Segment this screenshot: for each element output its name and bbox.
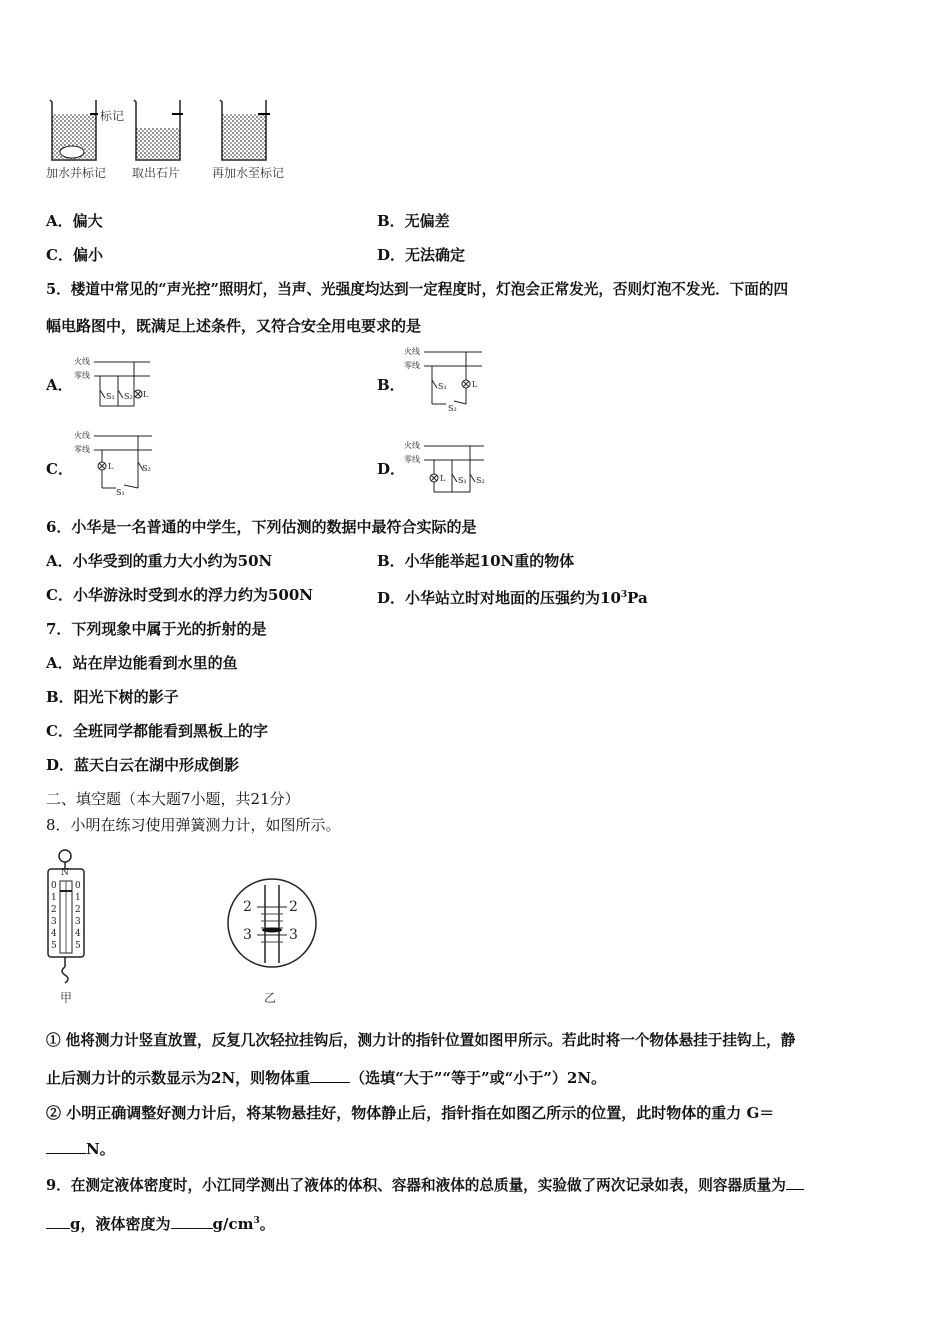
q9-blank-1b[interactable] bbox=[46, 1214, 70, 1229]
scale-unit: N bbox=[61, 868, 69, 878]
q7-option-b: B．阳光下树的影子 bbox=[46, 688, 179, 706]
q8-stem: 8．小明在练习使用弹簧测力计，如图所示。 bbox=[46, 816, 341, 834]
q7-option-d: D．蓝天白云在湖中形成倒影 bbox=[46, 756, 240, 774]
caption-1: 加水并标记 bbox=[46, 166, 107, 180]
q5-stem-line1: 5．楼道中常见的“声光控”照明灯，当声、光强度均达到一定程度时，灯泡会正常发光，否则灯泡不发光．下面的四 bbox=[46, 281, 789, 298]
q8-part1-line2: 止后测力计的示数显示为2N，则物体重 （选填“大于”“等于”或“小于”）2N。 bbox=[46, 1069, 607, 1087]
zoom-num-2-right: 2 bbox=[289, 899, 298, 915]
circuit-c bbox=[72, 428, 154, 498]
q4-option-d: D．无法确定 bbox=[377, 246, 466, 264]
scale-num-r5: 5 bbox=[75, 941, 81, 951]
beaker-3 bbox=[220, 100, 270, 160]
scale-num-4: 4 bbox=[51, 929, 57, 939]
scale-num-r1: 1 bbox=[75, 893, 81, 903]
q5-label-d: D． bbox=[377, 460, 406, 478]
circuit-a-s2: S₂ bbox=[124, 392, 133, 401]
q6-option-d: D．小华站立时对地面的压强约为$10^3Pa$ bbox=[377, 589, 648, 607]
circuit-d-lamp: L bbox=[440, 474, 446, 483]
section-2-heading: 二、填空题（本大题7小题，共21分） bbox=[46, 790, 300, 808]
circuit-d-live: 火线 bbox=[404, 441, 420, 450]
q8-part2-line2: N。 bbox=[46, 1139, 115, 1159]
beaker-1 bbox=[50, 100, 98, 160]
scale-num-r0: 0 bbox=[75, 881, 81, 891]
scale-num-1: 1 bbox=[51, 893, 57, 903]
beaker-figure bbox=[40, 92, 310, 187]
q7-option-a: A．站在岸边能看到水里的鱼 bbox=[46, 654, 238, 672]
q8-part1-line1: ① 他将测力计竖直放置，反复几次轻拉挂钩后，测力计的指针位置如图甲所示。若此时将一个物体悬挂于挂钩上，静 bbox=[46, 1032, 796, 1049]
circuit-b bbox=[402, 344, 484, 414]
circuit-c-lamp: L bbox=[108, 462, 114, 471]
circuit-d-neutral: 零线 bbox=[404, 455, 420, 464]
q4-option-c: C．偏小 bbox=[46, 246, 103, 264]
circuit-a bbox=[72, 354, 152, 414]
circuit-c-s2: S₂ bbox=[142, 464, 151, 473]
circuit-c-s1: S₁ bbox=[116, 488, 125, 497]
caption-3: 再加水至标记 bbox=[212, 166, 285, 180]
mark-label: 标记 bbox=[100, 109, 125, 123]
scale-num-5: 5 bbox=[51, 941, 57, 951]
q6-option-b: B．小华能举起10N重的物体 bbox=[377, 552, 575, 570]
zoom-num-3-right: 3 bbox=[289, 927, 298, 943]
circuit-d-s1: S₁ bbox=[458, 476, 467, 485]
spring-scale-figure bbox=[40, 843, 322, 1008]
q5-stem-line2: 幅电路图中，既满足上述条件，又符合安全用电要求的是 bbox=[46, 317, 422, 335]
spring-scale-drawing bbox=[40, 843, 322, 1008]
circuit-b-s1: S₁ bbox=[438, 382, 447, 391]
circuit-b-neutral: 零线 bbox=[404, 361, 420, 370]
caption-jia: 甲 bbox=[60, 991, 73, 1005]
caption-yi: 乙 bbox=[264, 991, 277, 1005]
circuit-c-live: 火线 bbox=[74, 431, 90, 440]
q5-label-a: A． bbox=[46, 376, 73, 394]
caption-2: 取出石片 bbox=[132, 166, 181, 180]
circuit-b-live: 火线 bbox=[404, 347, 420, 356]
q9-line2: g，液体密度为 $g/cm^3$。 bbox=[46, 1211, 275, 1234]
zoom-num-2-left: 2 bbox=[243, 899, 252, 915]
q5-label-c: C． bbox=[46, 460, 73, 478]
scale-num-0: 0 bbox=[51, 881, 57, 891]
q6-option-c: C．小华游泳时受到水的浮力约为500N bbox=[46, 586, 313, 604]
q8-blank-1[interactable] bbox=[310, 1068, 350, 1083]
q7-option-c: C．全班同学都能看到黑板上的字 bbox=[46, 722, 268, 740]
q8-blank-2[interactable] bbox=[46, 1139, 86, 1154]
circuit-b-lamp: L bbox=[472, 380, 478, 389]
circuit-a-s1: S₁ bbox=[106, 392, 115, 401]
circuit-c-neutral: 零线 bbox=[74, 445, 90, 454]
q8-part2-line1: ② 小明正确调整好测力计后，将某物悬挂好，物体静止后，指针指在如图乙所示的位置，此时物体的重力 G＝ bbox=[46, 1104, 775, 1122]
q6-stem: 6．小华是一名普通的中学生，下列估测的数据中最符合实际的是 bbox=[46, 518, 477, 536]
circuit-a-neutral: 零线 bbox=[74, 371, 90, 380]
scale-num-2: 2 bbox=[51, 905, 57, 915]
q4-option-a: A．偏大 bbox=[46, 212, 103, 230]
q9-line1: 9．在测定液体密度时，小江同学测出了液体的体积、容器和液体的总质量，实验做了两次记录如表，则容器质量为 bbox=[46, 1175, 804, 1196]
scale-num-r3: 3 bbox=[75, 917, 81, 927]
circuit-a-lamp: L bbox=[143, 390, 149, 399]
circuit-a-live: 火线 bbox=[74, 357, 90, 366]
circuit-d-s2: S₂ bbox=[476, 476, 485, 485]
zoom-num-3-left: 3 bbox=[243, 927, 252, 943]
scale-num-r2: 2 bbox=[75, 905, 81, 915]
q5-label-b: B． bbox=[377, 376, 405, 394]
q9-blank-1a[interactable] bbox=[786, 1175, 804, 1190]
q7-stem: 7．下列现象中属于光的折射的是 bbox=[46, 620, 267, 638]
scale-num-3: 3 bbox=[51, 917, 57, 927]
circuit-d bbox=[402, 438, 486, 498]
q9-blank-2[interactable] bbox=[171, 1214, 213, 1229]
scale-num-r4: 4 bbox=[75, 929, 81, 939]
q6-option-a: A．小华受到的重力大小约为50N bbox=[46, 552, 273, 570]
beaker-2 bbox=[134, 100, 183, 160]
circuit-b-s2: S₂ bbox=[448, 404, 457, 413]
q4-option-b: B．无偏差 bbox=[377, 212, 450, 230]
